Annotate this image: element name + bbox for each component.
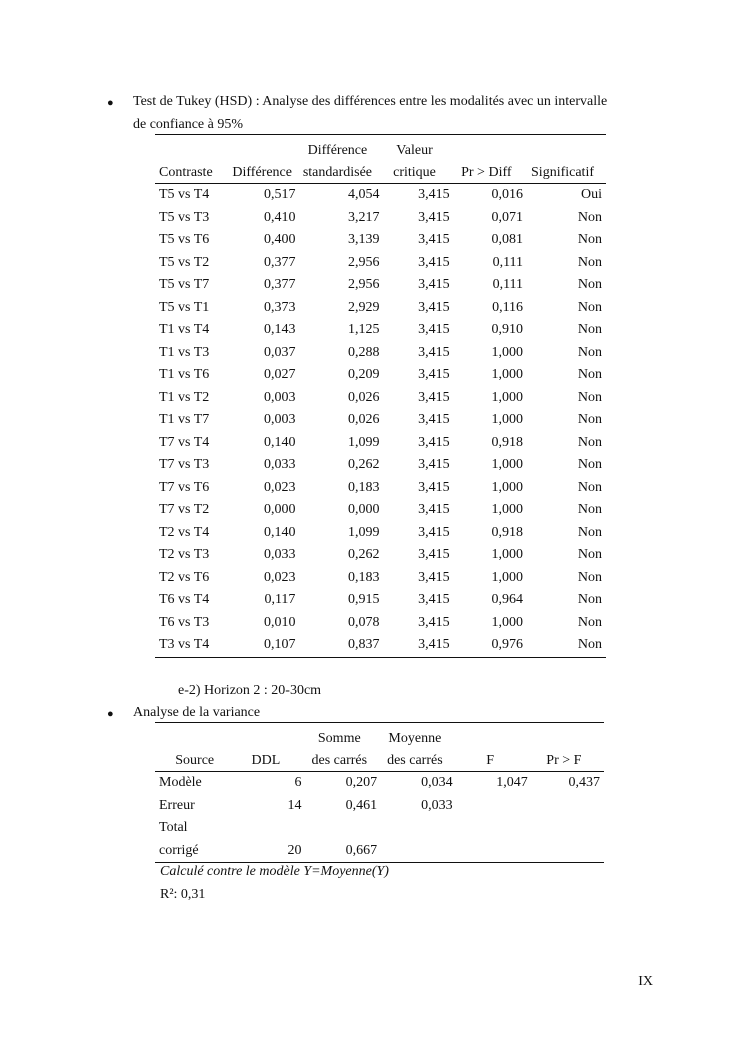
anova-row-erreur [155,795,604,818]
r-squared: R²: 0,31 [160,887,206,902]
table-row [155,454,606,477]
tukey-table [155,134,606,658]
cell-valeur-critique: 3,415 [418,209,450,225]
cell-valeur-critique: 3,415 [418,277,450,293]
cell-valeur-critique: 3,415 [418,524,450,540]
header-somme-top: Somme [317,730,361,746]
cell-contraste: T5 vs T4 [159,187,210,203]
anova-footnote: Calculé contre le modèle Y=Moyenne(Y) [160,864,389,879]
cell-significatif: Non [577,524,602,540]
table-row [155,499,606,522]
table-row [155,612,606,635]
cell-valeur-critique: 3,415 [418,637,450,653]
table-row [155,522,606,545]
cell-pr-diff: 1,000 [491,614,524,630]
cell-pr-diff: 0,071 [491,209,524,225]
table-row [155,432,606,455]
header-somme-bottom: des carrés [302,747,378,772]
cell-valeur-critique: 3,415 [418,434,450,450]
cell-valeur-critique: 3,415 [418,187,450,203]
bullet-icon: ● [107,708,114,720]
cell-significatif: Non [577,614,602,630]
cell-significatif: Non [577,637,602,653]
cell-difference: 0,027 [263,367,296,383]
cell-difference: 0,140 [263,524,296,540]
cell-contraste: T2 vs T3 [159,547,210,563]
cell-pr-diff: 0,111 [492,277,524,293]
table-row [155,409,606,432]
table-row [155,544,606,567]
bullet-icon: ● [107,97,114,109]
cell-diff-std: 0,183 [347,569,380,585]
horizon-heading: e-2) Horizon 2 : 20-30cm [178,683,322,698]
tukey-table-body [155,184,606,658]
table-row [155,297,606,320]
anova-table [155,722,604,863]
cell-diff-std: 0,262 [347,457,380,473]
cell-difference: 0,033 [263,547,296,563]
cell-contraste: T7 vs T3 [159,457,210,473]
cell-difference: 0,517 [263,187,296,203]
cell-diff-std: 0,000 [347,502,380,518]
cell-diff-std: 0,262 [347,547,380,563]
cell-difference: 0,373 [263,299,296,315]
anova-row-total-top [155,817,604,840]
cell-pr-diff: 1,000 [491,389,524,405]
cell-contraste: T1 vs T2 [159,389,210,405]
cell-valeur-critique: 3,415 [418,344,450,360]
cell-moyenne: 0,033 [421,797,453,813]
table-row [155,274,606,297]
cell-contraste: T1 vs T4 [159,322,210,338]
cell-significatif: Non [577,479,602,495]
cell-pr-diff: 0,910 [491,322,524,338]
cell-pr-diff: 0,964 [491,592,524,608]
cell-diff-std: 3,139 [347,232,380,248]
page-number: IX [638,974,653,989]
cell-significatif: Non [577,592,602,608]
cell-difference: 0,377 [263,254,296,270]
cell-difference: 0,003 [263,389,296,405]
cell-diff-std: 1,099 [347,524,380,540]
table-row [155,319,606,342]
cell-valeur-critique: 3,415 [418,412,450,428]
header-ddl: DDL [230,747,301,772]
cell-difference: 0,400 [263,232,296,248]
cell-contraste: T5 vs T3 [159,209,210,225]
header-diff-std-top: Différence [307,142,368,158]
cell-significatif: Non [577,367,602,383]
cell-contraste: T7 vs T4 [159,434,210,450]
cell-diff-std: 0,837 [347,637,380,653]
cell-significatif: Non [577,547,602,563]
cell-difference: 0,010 [263,614,296,630]
cell-pr-diff: 1,000 [491,412,524,428]
cell-difference: 0,140 [263,434,296,450]
cell-difference: 0,023 [263,479,296,495]
cell-difference: 0,033 [263,457,296,473]
cell-difference: 0,117 [264,592,296,608]
header-difference: Différence [229,159,296,184]
cell-significatif: Non [577,322,602,338]
cell-diff-std: 2,956 [347,254,380,270]
cell-difference: 0,410 [263,209,296,225]
header-f: F [453,747,528,772]
cell-pr-diff: 1,000 [491,479,524,495]
table-row [155,364,606,387]
tukey-header-row [155,159,606,184]
cell-pr-diff: 0,976 [491,637,524,653]
cell-difference: 0,003 [263,412,296,428]
cell-ddl: 20 [287,842,302,858]
header-moyenne-bottom: des carrés [377,747,453,772]
anova-title: Analyse de la variance [133,705,261,720]
cell-significatif: Non [577,209,602,225]
cell-diff-std: 2,929 [347,299,380,315]
cell-difference: 0,143 [263,322,296,338]
cell-valeur-critique: 3,415 [418,389,450,405]
cell-significatif: Non [577,502,602,518]
cell-contraste: T5 vs T1 [159,299,210,315]
table-row [155,229,606,252]
tukey-intro-line2: de confiance à 95% [133,117,243,132]
cell-ddl: 6 [294,775,302,791]
cell-pr-diff: 0,918 [491,524,524,540]
table-row [155,342,606,365]
anova-header-row-top [155,723,604,748]
cell-pr [528,795,604,818]
table-row [155,477,606,500]
table-row [155,387,606,410]
cell-source: Erreur [159,797,195,813]
cell-pr-diff: 1,000 [491,569,524,585]
cell-ddl: 14 [287,797,302,813]
cell-diff-std: 2,956 [347,277,380,293]
cell-diff-std: 0,209 [347,367,380,383]
cell-somme: 0,207 [345,775,378,791]
anova-row-total [155,840,604,863]
cell-diff-std: 3,217 [347,209,380,225]
cell-difference: 0,037 [263,344,296,360]
cell-somme: 0,461 [345,797,378,813]
cell-total-label: Total [159,820,188,836]
cell-difference: 0,023 [263,569,296,585]
table-row [155,589,606,612]
cell-significatif: Non [577,389,602,405]
cell-valeur-critique: 3,415 [418,254,450,270]
table-row [155,252,606,275]
cell-contraste: T6 vs T4 [159,592,210,608]
cell-valeur-critique: 3,415 [418,547,450,563]
cell-pr-diff: 0,081 [491,232,524,248]
cell-diff-std: 0,183 [347,479,380,495]
cell-valeur-critique: 3,415 [418,232,450,248]
cell-pr-diff: 0,116 [492,299,524,315]
cell-significatif: Non [577,254,602,270]
cell-valeur-critique: 3,415 [418,614,450,630]
cell-pr: 0,437 [568,775,600,791]
cell-diff-std: 1,099 [347,434,380,450]
cell-pr-diff: 1,000 [491,344,524,360]
cell-contraste: T7 vs T6 [159,479,210,495]
header-pr-f: Pr > F [528,747,604,772]
cell-contraste: T1 vs T7 [159,412,210,428]
header-significatif: Significatif [523,159,606,184]
cell-f: 1,047 [496,775,528,791]
cell-significatif: Non [577,457,602,473]
cell-pr-diff: 1,000 [491,457,524,473]
cell-contraste: T2 vs T4 [159,524,210,540]
cell-diff-std: 4,054 [347,187,380,203]
cell-significatif: Non [577,277,602,293]
cell-valeur-critique: 3,415 [418,322,450,338]
cell-significatif: Oui [581,187,602,203]
cell-moyenne: 0,034 [421,775,453,791]
cell-valeur-critique: 3,415 [418,457,450,473]
cell-significatif: Non [577,232,602,248]
cell-pr-diff: 0,016 [491,187,524,203]
cell-significatif: Non [577,569,602,585]
cell-pr-diff: 1,000 [491,367,524,383]
cell-significatif: Non [577,434,602,450]
cell-valeur-critique: 3,415 [418,299,450,315]
cell-pr-diff: 0,111 [492,254,524,270]
cell-somme: 0,667 [345,842,378,858]
cell-valeur-critique: 3,415 [418,569,450,585]
cell-f [453,795,528,818]
cell-corrige-label: corrigé [159,842,199,858]
table-row [155,567,606,590]
cell-significatif: Non [577,344,602,360]
anova-row-modele [155,772,604,795]
cell-contraste: T5 vs T6 [159,232,210,248]
cell-contraste: T7 vs T2 [159,502,210,518]
table-row [155,207,606,230]
cell-diff-std: 1,125 [347,322,380,338]
cell-diff-std: 0,078 [347,614,380,630]
header-diff-std-bottom: standardisée [295,159,379,184]
cell-diff-std: 0,026 [347,412,380,428]
cell-source: Modèle [159,775,202,791]
cell-pr-diff: 1,000 [491,547,524,563]
cell-diff-std: 0,288 [347,344,380,360]
cell-diff-std: 0,915 [347,592,380,608]
cell-contraste: T5 vs T2 [159,254,210,270]
anova-header-row [155,747,604,772]
cell-valeur-critique: 3,415 [418,592,450,608]
cell-contraste: T3 vs T4 [159,637,210,653]
header-source: Source [155,747,230,772]
cell-difference: 0,107 [263,637,296,653]
cell-valeur-critique: 3,415 [418,479,450,495]
cell-contraste: T6 vs T3 [159,614,210,630]
tukey-intro-line1: Test de Tukey (HSD) : Analyse des différences entre les modalités avec un intervalle [133,94,608,109]
header-moyenne-top: Moyenne [388,730,442,746]
header-valeur-top: Valeur [396,142,433,158]
cell-diff-std: 0,026 [347,389,380,405]
header-valeur-bottom: critique [379,159,449,184]
table-row [155,184,606,207]
cell-contraste: T2 vs T6 [159,569,210,585]
cell-pr-diff: 1,000 [491,502,524,518]
cell-significatif: Non [577,412,602,428]
header-pr-diff: Pr > Diff [450,159,523,184]
cell-difference: 0,377 [263,277,296,293]
table-row [155,634,606,657]
cell-contraste: T5 vs T7 [159,277,210,293]
cell-valeur-critique: 3,415 [418,502,450,518]
cell-contraste: T1 vs T6 [159,367,210,383]
header-contraste: Contraste [155,159,229,184]
cell-valeur-critique: 3,415 [418,367,450,383]
cell-significatif: Non [577,299,602,315]
tukey-header-row-top [155,135,606,160]
cell-difference: 0,000 [263,502,296,518]
cell-contraste: T1 vs T3 [159,344,210,360]
cell-pr-diff: 0,918 [491,434,524,450]
